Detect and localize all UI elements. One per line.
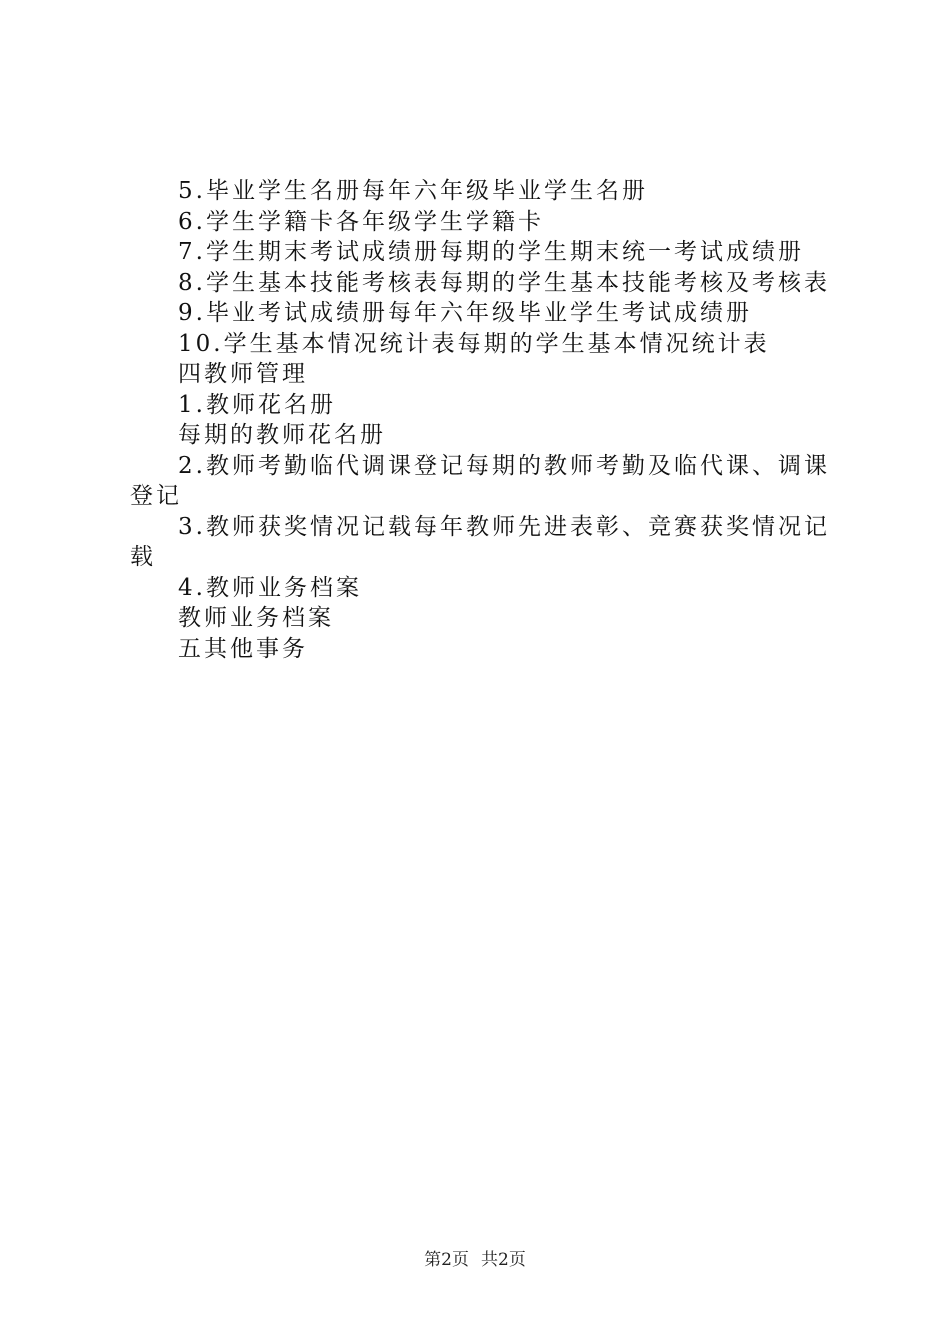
page-footer	[0, 1245, 950, 1270]
paragraph-teacher-attendance: 2.教师考勤临代调课登记每期的教师考勤及临代课、调课登记	[130, 452, 830, 509]
paragraph-teacher-files: 4.教师业务档案	[178, 574, 362, 601]
paragraph-teacher-roster: 1.教师花名册	[178, 391, 336, 418]
paragraph-student-record-card: 6.学生学籍卡各年级学生学籍卡	[178, 208, 544, 235]
paragraph-student-statistics: 10.学生基本情况统计表每期的学生基本情况统计表	[178, 330, 770, 357]
paragraph-graduation-exam-scores: 9.毕业考试成绩册每年六年级毕业学生考试成绩册	[178, 300, 752, 326]
paragraph-graduate-roster: 5.毕业学生名册每年六年级毕业学生名册	[178, 178, 648, 204]
paragraph-basic-skills-assessment: 8.学生基本技能考核表每期的学生基本技能考核及考核表	[178, 269, 830, 296]
paragraph-teacher-awards: 3.教师获奖情况记载每年教师先进表彰、竞赛获奖情况记载	[130, 513, 830, 570]
paragraph-final-exam-scores: 7.学生期末考试成绩册每期的学生期末统一考试成绩册	[178, 239, 804, 265]
section-heading-other-affairs: 五其他事务	[178, 635, 308, 662]
paragraph-teacher-roster-detail: 每期的教师花名册	[178, 422, 386, 448]
page-total: 共2页	[481, 1250, 526, 1270]
paragraph-teacher-files-detail: 教师业务档案	[178, 605, 334, 631]
section-heading-teacher-management: 四教师管理	[178, 361, 308, 387]
page-number: 第2页	[424, 1250, 469, 1270]
document-body	[130, 176, 836, 664]
